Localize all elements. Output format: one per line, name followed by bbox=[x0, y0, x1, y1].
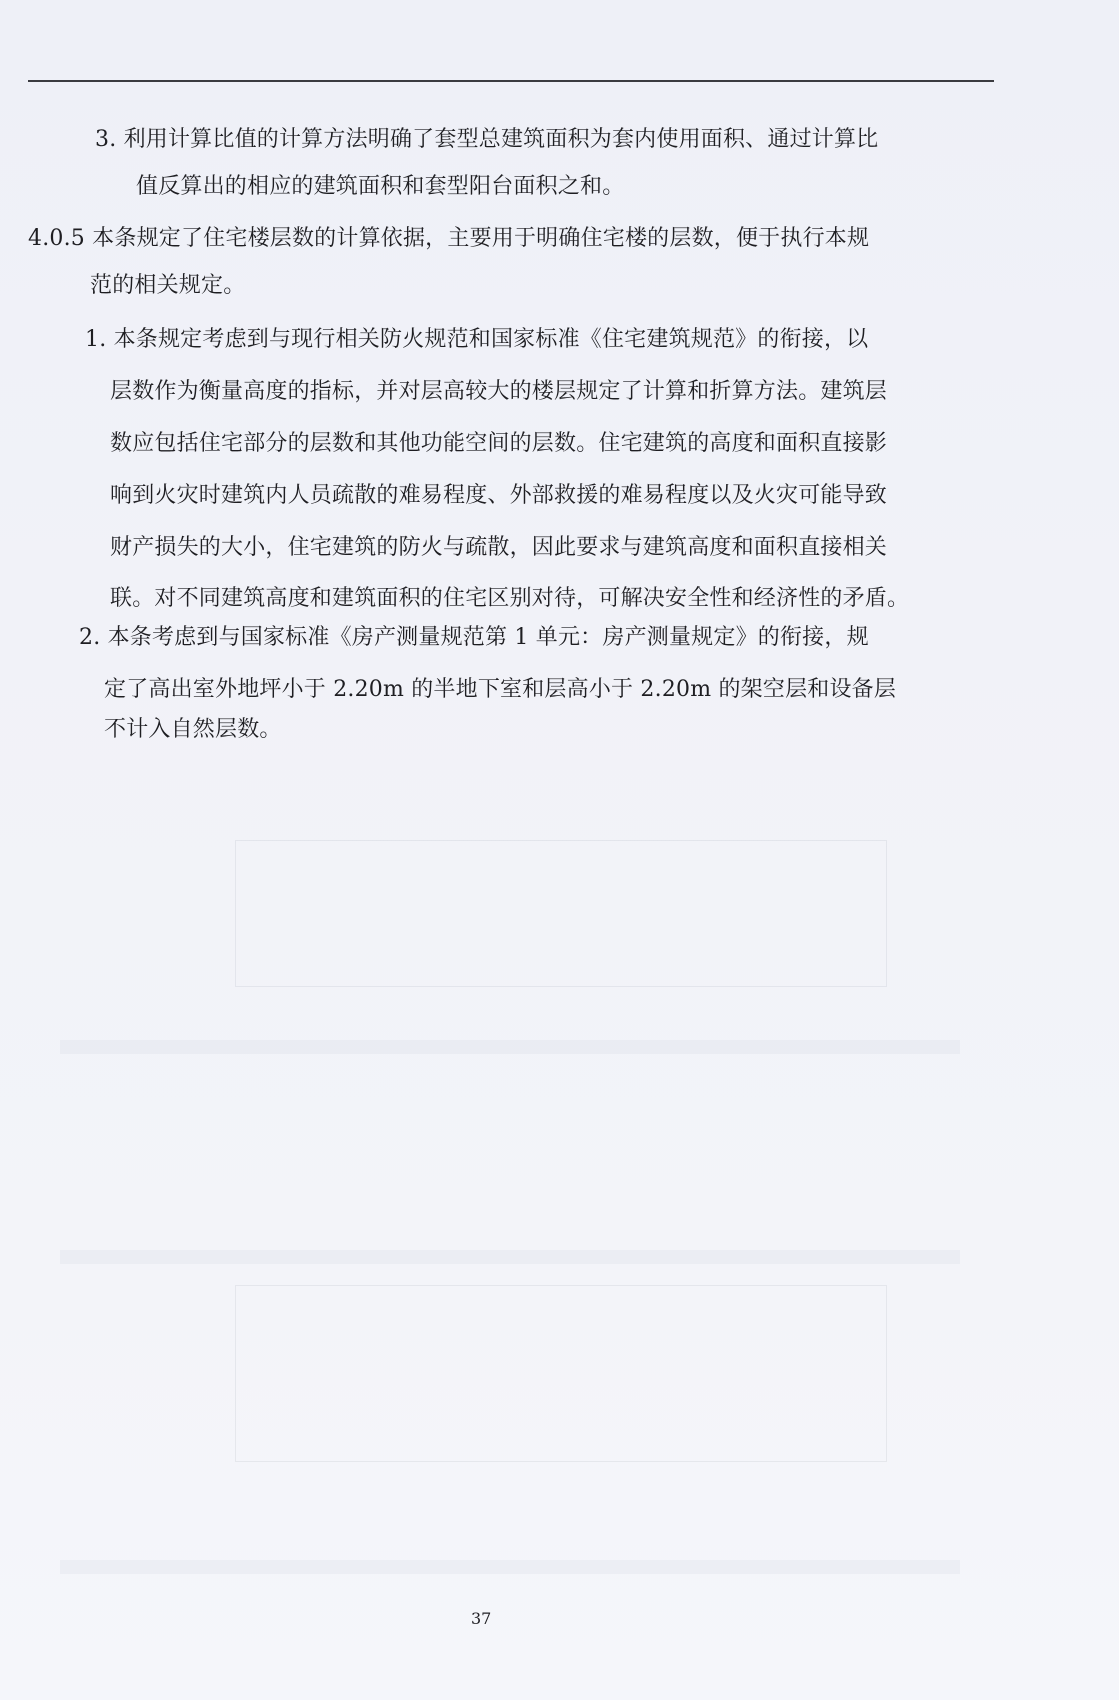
bleed-through-table-bottom bbox=[235, 1285, 887, 1462]
bleed-through-line bbox=[60, 1560, 960, 1574]
bleed-through-table-top bbox=[235, 840, 887, 987]
item-2-line-1: 2. 本条考虑到与国家标准《房产测量规范第 1 单元：房产测量规定》的衔接，规 bbox=[79, 625, 869, 650]
item-1-line-1: 1. 本条规定考虑到与现行相关防火规范和国家标准《住宅建筑规范》的衔接，以 bbox=[85, 327, 869, 352]
section-4-0-5-line-2: 范的相关规定。 bbox=[90, 273, 246, 298]
item-1-line-3: 数应包括住宅部分的层数和其他功能空间的层数。住宅建筑的高度和面积直接影 bbox=[110, 431, 888, 456]
item-1-line-2: 层数作为衡量高度的指标，并对层高较大的楼层规定了计算和折算方法。建筑层 bbox=[110, 379, 888, 404]
scan-bottom-edge bbox=[0, 1690, 1119, 1700]
item-1-line-5: 财产损失的大小，住宅建筑的防火与疏散，因此要求与建筑高度和面积直接相关 bbox=[110, 535, 888, 560]
item-2-line-2: 定了高出室外地坪小于 2.20m 的半地下室和层高小于 2.20m 的架空层和设备层 bbox=[104, 677, 897, 702]
header-rule bbox=[28, 80, 994, 82]
paragraph-3-line-2: 值反算出的相应的建筑面积和套型阳台面积之和。 bbox=[136, 174, 625, 199]
bleed-through-line bbox=[60, 1250, 960, 1264]
item-2-line-3: 不计入自然层数。 bbox=[104, 717, 282, 742]
page-number: 37 bbox=[471, 1609, 492, 1628]
item-1-line-4: 响到火灾时建筑内人员疏散的难易程度、外部救援的难易程度以及火灾可能导致 bbox=[110, 483, 888, 508]
paragraph-3-line-1: 3. 利用计算比值的计算方法明确了套型总建筑面积为套内使用面积、通过计算比 bbox=[95, 127, 879, 152]
item-1-line-6: 联。对不同建筑高度和建筑面积的住宅区别对待，可解决安全性和经济性的矛盾。 bbox=[110, 586, 910, 611]
bleed-through-line bbox=[60, 1040, 960, 1054]
section-4-0-5-line-1: 4.0.5 本条规定了住宅楼层数的计算依据，主要用于明确住宅楼的层数，便于执行本规 bbox=[28, 226, 870, 251]
